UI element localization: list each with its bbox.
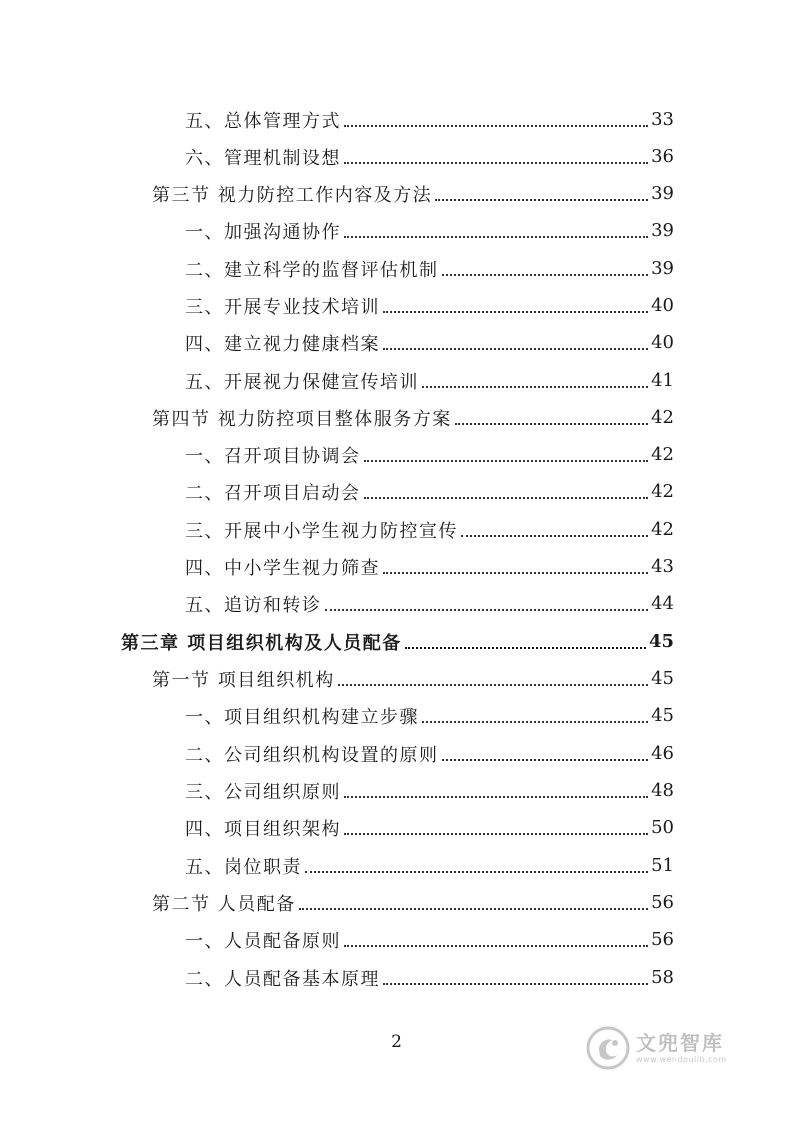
- toc-entry[interactable]: [185, 212, 674, 249]
- toc-entry[interactable]: [185, 362, 674, 399]
- toc-entry[interactable]: [185, 324, 674, 361]
- toc-entry-page: 56: [651, 929, 674, 950]
- toc-entry-title: 四、中小学生视力筛查: [185, 557, 380, 579]
- toc-entry-page: 43: [651, 556, 674, 577]
- dot-leader: [435, 199, 648, 201]
- toc-entry-title: 五、总体管理方式: [185, 110, 341, 132]
- dot-leader: [364, 497, 649, 499]
- dot-leader: [338, 684, 648, 686]
- dot-leader: [461, 535, 648, 537]
- page-number: 2: [391, 1032, 402, 1052]
- dot-leader: [455, 423, 648, 425]
- toc-entry-page: 50: [651, 817, 674, 838]
- toc-entry[interactable]: [185, 772, 674, 809]
- toc-entry-page: 45: [651, 705, 674, 726]
- toc-entry[interactable]: [185, 138, 674, 175]
- dot-leader: [299, 908, 648, 910]
- toc-entry-page: 44: [651, 593, 674, 614]
- toc-entry[interactable]: [152, 660, 674, 697]
- toc-entry[interactable]: [185, 436, 674, 473]
- dot-leader: [442, 274, 649, 276]
- dot-leader: [383, 572, 648, 574]
- toc-entry-title: 六、管理机制设想: [185, 147, 341, 169]
- toc-entry-title: 第二节 人员配备: [152, 893, 296, 915]
- toc-entry[interactable]: [121, 623, 674, 660]
- toc-entry-title: 第三节 视力防控工作内容及方法: [152, 184, 433, 206]
- toc-entry-page: 45: [648, 631, 674, 652]
- dot-leader: [344, 796, 648, 798]
- toc-entry-page: 36: [651, 146, 674, 167]
- toc-entry-title: 一、加强沟通协作: [185, 221, 341, 243]
- toc-entry-page: 39: [651, 220, 674, 241]
- toc-entry-title: 四、建立视力健康档案: [185, 333, 380, 355]
- toc-entry-title: 二、召开项目启动会: [185, 482, 361, 504]
- dot-leader: [344, 833, 648, 835]
- dot-leader: [383, 983, 648, 985]
- toc-entry-page: 40: [651, 332, 674, 353]
- toc-entry[interactable]: [185, 847, 674, 884]
- dot-leader: [383, 348, 648, 350]
- dot-leader: [405, 647, 646, 649]
- dot-leader: [442, 759, 649, 761]
- watermark: [586, 1022, 776, 1074]
- toc-entry-page: 51: [651, 855, 674, 876]
- dot-leader: [422, 721, 648, 723]
- toc-entry-title: 第三章 项目组织机构及人员配备: [121, 632, 402, 654]
- toc-entry-page: 42: [651, 407, 674, 428]
- toc-entry-page: 48: [651, 780, 674, 801]
- toc-entry-title: 四、项目组织架构: [185, 818, 341, 840]
- toc-entry-page: 42: [651, 519, 674, 540]
- toc-entry-title: 三、开展中小学生视力防控宣传: [185, 520, 458, 542]
- toc-entry-title: 二、建立科学的监督评估机制: [185, 259, 439, 281]
- toc-entry-title: 第一节 项目组织机构: [152, 669, 335, 691]
- toc-entry[interactable]: [185, 735, 674, 772]
- watermark-url: www.wendoulib.com: [636, 1054, 727, 1064]
- toc-entry-title: 五、追访和转诊: [185, 594, 322, 616]
- toc-entry[interactable]: [185, 921, 674, 958]
- dot-leader: [344, 945, 648, 947]
- dot-leader: [344, 236, 648, 238]
- toc-entry-page: 42: [651, 444, 674, 465]
- toc-entry-page: 42: [651, 481, 674, 502]
- toc-entry-title: 三、公司组织原则: [185, 781, 341, 803]
- toc-entry-page: 45: [651, 668, 674, 689]
- toc-entry[interactable]: [185, 250, 674, 287]
- toc-entry[interactable]: [152, 175, 674, 212]
- toc-entry-title: 一、项目组织机构建立步骤: [185, 706, 419, 728]
- toc-entry[interactable]: [185, 287, 674, 324]
- toc-entry-title: 五、开展视力保健宣传培训: [185, 371, 419, 393]
- toc-entry-title: 二、人员配备基本原理: [185, 968, 380, 990]
- toc-entry-title: 第四节 视力防控项目整体服务方案: [152, 408, 452, 430]
- toc-entry-page: 41: [651, 370, 674, 391]
- toc-entry[interactable]: [185, 585, 674, 622]
- toc-entry-page: 56: [651, 892, 674, 913]
- toc-entry[interactable]: [185, 473, 674, 510]
- dot-leader: [325, 609, 649, 611]
- wendou-logo-icon: [586, 1026, 630, 1070]
- toc-entry[interactable]: [185, 959, 674, 996]
- dot-leader: [305, 871, 648, 873]
- toc-entry-title: 五、岗位职责: [185, 856, 302, 878]
- toc-entry-title: 二、公司组织机构设置的原则: [185, 744, 439, 766]
- toc-entry-page: 39: [651, 183, 674, 204]
- dot-leader: [422, 386, 648, 388]
- toc-entry-page: 46: [651, 743, 674, 764]
- toc-entry[interactable]: [185, 809, 674, 846]
- toc-entry[interactable]: [185, 101, 674, 138]
- dot-leader: [364, 460, 649, 462]
- toc-entry[interactable]: [185, 511, 674, 548]
- dot-leader: [344, 162, 648, 164]
- toc-entry-page: 58: [651, 967, 674, 988]
- toc-entry[interactable]: [152, 884, 674, 921]
- toc-entry[interactable]: [185, 697, 674, 734]
- toc-entry[interactable]: [185, 548, 674, 585]
- toc-entry-title: 三、开展专业技术培训: [185, 296, 380, 318]
- toc-entry-page: 33: [651, 109, 674, 130]
- toc-entry[interactable]: [152, 399, 674, 436]
- dot-leader: [344, 125, 648, 127]
- toc-entry-page: 39: [651, 258, 674, 279]
- dot-leader: [383, 311, 648, 313]
- toc-entry-page: 40: [651, 295, 674, 316]
- watermark-name: 文兜智库: [636, 1030, 724, 1055]
- toc-entry-title: 一、召开项目协调会: [185, 445, 361, 467]
- toc-entry-title: 一、人员配备原则: [185, 930, 341, 952]
